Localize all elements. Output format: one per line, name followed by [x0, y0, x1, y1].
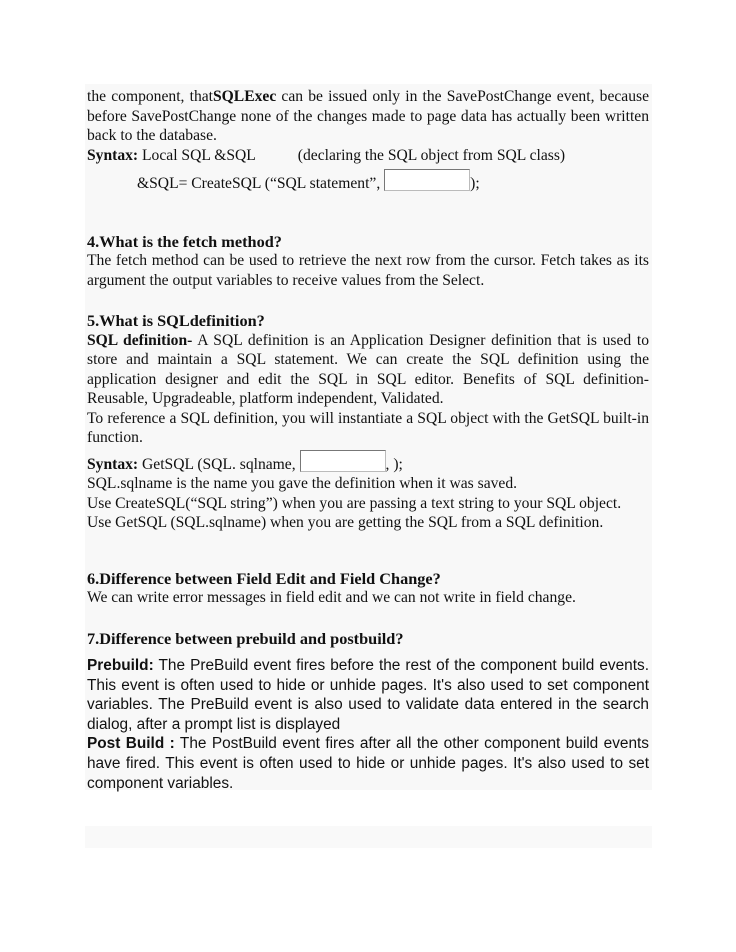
bold-term: Post Build : [87, 735, 175, 753]
syntax-comment: (declaring the SQL object from SQL class) [297, 146, 566, 164]
syntax-line [87, 146, 649, 166]
bold-term: SQLExec [213, 88, 277, 105]
sqlexec-paragraph [87, 87, 649, 146]
document-body [87, 87, 649, 648]
sql-definition-paragraph [87, 331, 649, 409]
paragraph-text: The PreBuild event fires before the rest of the component build events. This event is often used to hide or unhide pages. It's also used to set component variables. The PreBuild event is also used to validate data entered in the search dialog, after a prompt list is displayed [87, 657, 649, 733]
question-4-answer: The fetch method can be used to retrieve the next row from the cursor. Fetch takes as its argument the output variables to receive values from the Select. [87, 252, 649, 289]
syntax-line-2 [87, 169, 649, 194]
question-7-heading: 7.Difference between prebuild and postbuild? [87, 628, 404, 648]
getsql-syntax-line [87, 450, 649, 475]
sqlname-line: SQL.sqlname is the name you gave the definition when it was saved. [87, 475, 518, 492]
bold-term: SQL definition- [87, 331, 193, 349]
blank-input-box [300, 450, 386, 472]
syntax-code: ); [470, 175, 480, 192]
postbuild-paragraph [87, 734, 649, 793]
syntax-code: Local SQL &SQL [138, 146, 256, 164]
paragraph-text: A SQL definition is an Application Designer definition that is used to store and maintain a SQL statement. We can create the SQL definition using the application designer and edit the SQL in SQL editor. Benefits of SQL definition- Reusable, Upgradeable, platform independent, Validated. [87, 331, 649, 407]
syntax-code: &SQL= CreateSQL (“SQL statement”, [137, 175, 385, 192]
syntax-label: Syntax: [87, 455, 139, 473]
syntax-code: GetSQL (SQL. sqlname, [138, 455, 300, 473]
bold-term: Prebuild: [87, 657, 154, 674]
getsql-line: Use GetSQL (SQL.sqlname) when you are getting the SQL from a SQL definition. [87, 514, 604, 531]
createsql-line: Use CreateSQL(“SQL string”) when you are passing a text string to your SQL object. [87, 494, 622, 512]
question-6-answer: We can write error messages in field edit and we can not write in field change. [87, 589, 576, 606]
blank-input-box [384, 169, 470, 191]
paragraph-text: The PostBuild event fires after all the other component build events have fired. This event is often used to hide or unhide pages. It's also used to set component variables. [87, 735, 649, 792]
prebuild-paragraph [87, 656, 649, 734]
syntax-code: , ); [385, 455, 403, 473]
shaded-band [85, 826, 652, 848]
question-5-heading: 5.What is SQLdefinition? [87, 311, 265, 330]
question-6-heading: 6.Difference between Field Edit and Field Change? [87, 568, 441, 588]
paragraph-text: the component, that [87, 88, 213, 105]
prebuild-postbuild-section [87, 656, 649, 793]
reference-paragraph: To reference a SQL definition, you will instantiate a SQL object with the GetSQL built-in function. [87, 409, 649, 446]
question-4-heading: 4.What is the fetch method? [87, 231, 282, 251]
paragraph-text: can be issued only in the SavePostChange event, because before SavePostChange none of the changes made to page data has actually been written back to the database. [87, 88, 649, 144]
syntax-label: Syntax: [87, 146, 139, 164]
